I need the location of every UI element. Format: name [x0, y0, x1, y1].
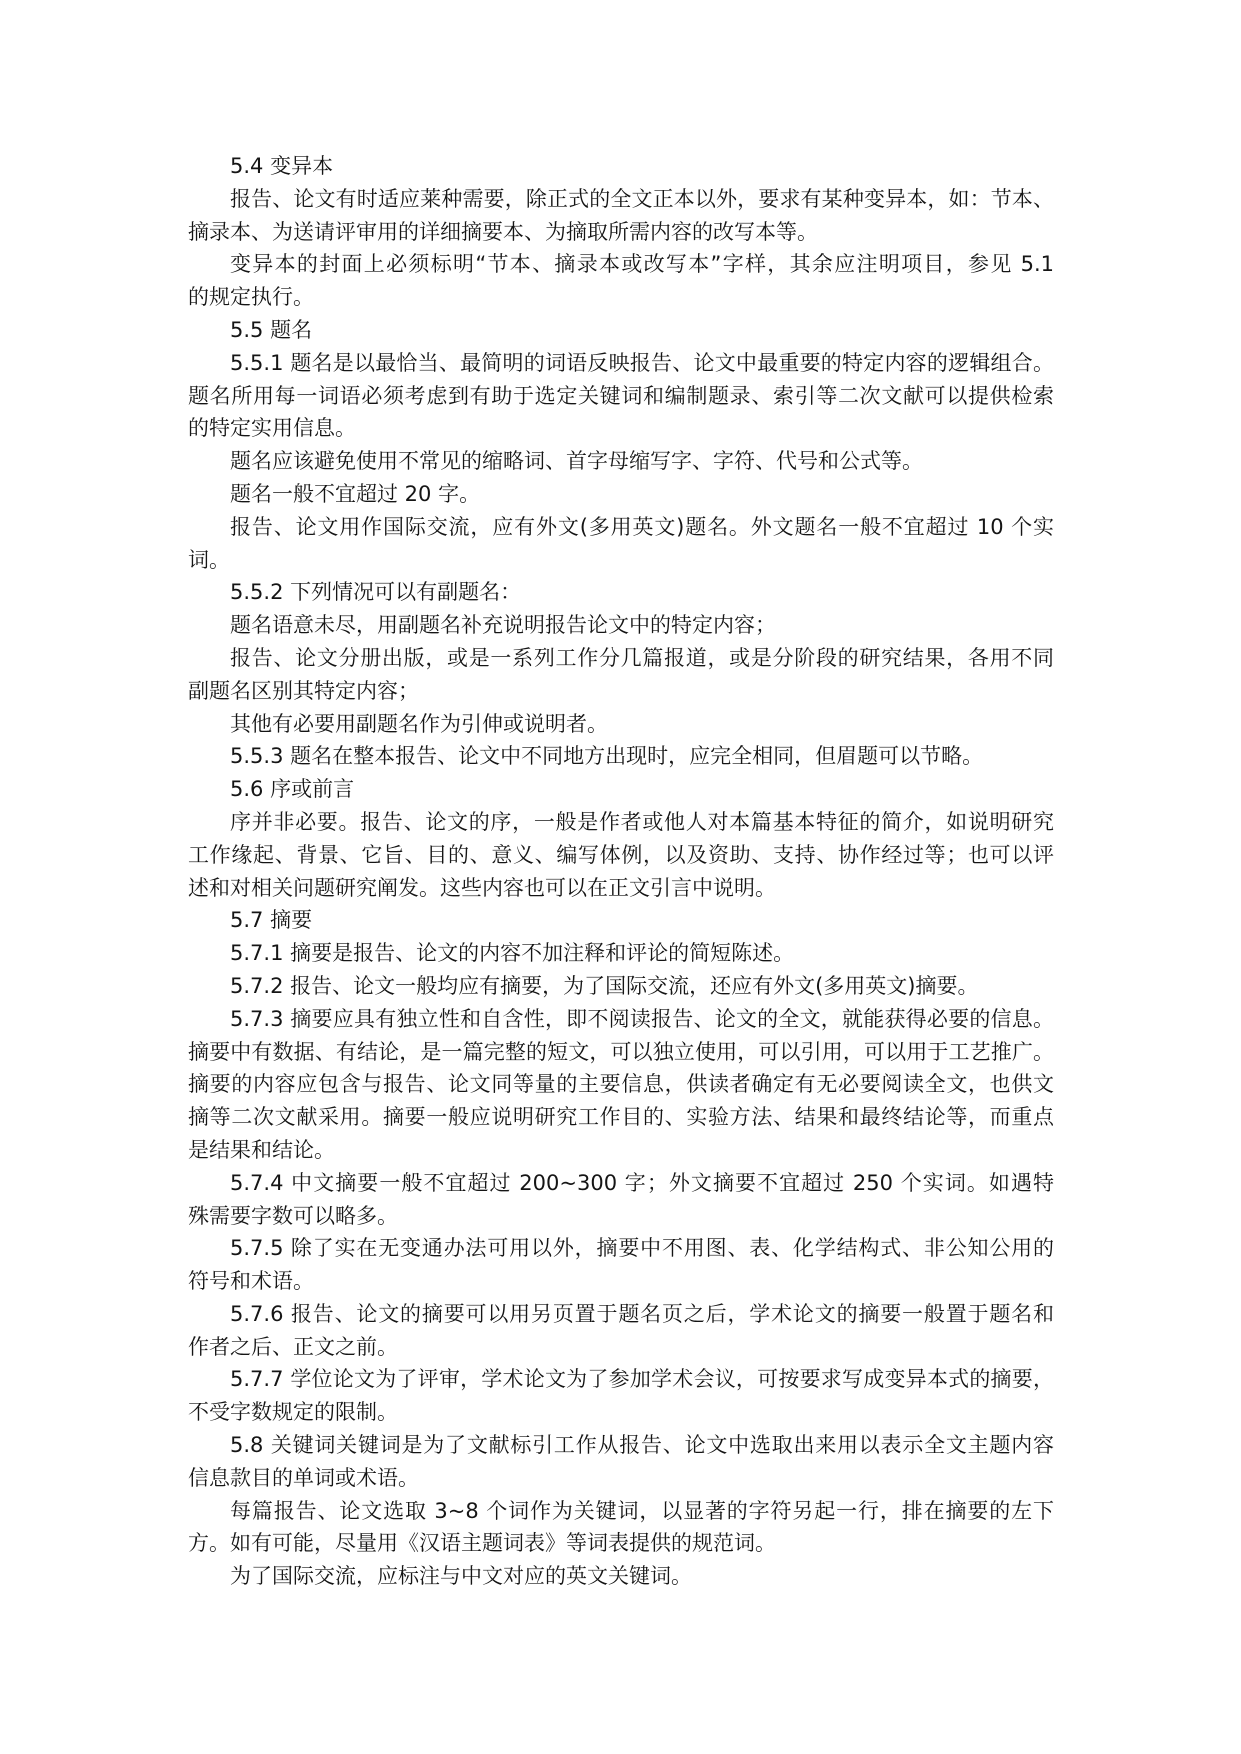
text-line: 5.7.2 报告、论文一般均应有摘要，为了国际交流，还应有外文(多用英文)摘要。	[230, 973, 979, 998]
paragraph	[188, 511, 1054, 577]
text-line: 不受字数规定的限制。	[188, 1400, 398, 1425]
paragraph	[188, 970, 1054, 1003]
text-line: 序并非必要。报告、论文的序，一般是作者或他人对本篇基本特征的简介，如说明研究	[230, 809, 1054, 834]
section-heading	[188, 150, 1054, 183]
text-line: 变异本的封面上必须标明“节本、摘录本或改写本”字样，其余应注明项目，参见 5.1	[230, 252, 1054, 277]
text-line: 信息款目的单词或术语。	[188, 1465, 419, 1490]
text-line: 5.5 题名	[230, 317, 313, 342]
paragraph	[188, 1560, 1054, 1593]
text-line: 题名应该避免使用不常见的缩略词、首字母缩写字、字符、代号和公式等。	[230, 449, 923, 474]
text-line: 5.5.1 题名是以最恰当、最简明的词语反映报告、论文中最重要的特定内容的逻辑组合。	[230, 350, 1054, 375]
paragraph	[188, 347, 1054, 445]
paragraph	[188, 1003, 1054, 1167]
paragraph	[188, 1363, 1054, 1429]
text-line: 为了国际交流，应标注与中文对应的英文关键词。	[230, 1564, 692, 1589]
document-page	[188, 150, 1054, 1593]
text-line: 题名所用每一词语必须考虑到有助于选定关键词和编制题录、索引等二次文献可以提供检索	[188, 383, 1054, 408]
text-line: 殊需要字数可以略多。	[188, 1203, 398, 1228]
section-heading	[188, 904, 1054, 937]
paragraph	[188, 937, 1054, 970]
paragraph	[188, 1167, 1054, 1233]
text-line: 其他有必要用副题名作为引伸或说明者。	[230, 711, 608, 736]
text-line: 述和对相关问题研究阐发。这些内容也可以在正文引言中说明。	[188, 875, 776, 900]
text-line: 的规定执行。	[188, 285, 314, 310]
paragraph	[188, 1232, 1054, 1298]
text-line: 的特定实用信息。	[188, 416, 356, 441]
text-line: 是结果和结论。	[188, 1137, 335, 1162]
text-line: 工作缘起、背景、它旨、目的、意义、编写体例，以及资助、支持、协作经过等；也可以评	[188, 842, 1054, 867]
paragraph	[188, 576, 1054, 609]
text-line: 5.5.2 下列情况可以有副题名：	[230, 580, 522, 605]
text-line: 报告、论文分册出版，或是一系列工作分几篇报道，或是分阶段的研究结果，各用不同	[230, 645, 1054, 670]
paragraph	[188, 248, 1054, 314]
paragraph	[188, 478, 1054, 511]
paragraph	[188, 1298, 1054, 1364]
text-line: 5.7.4 中文摘要一般不宜超过 200~300 字；外文摘要不宜超过 250 个实词。如遇特	[230, 1170, 1054, 1195]
paragraph	[188, 1429, 1054, 1495]
text-line: 方。如有可能，尽量用《汉语主题词表》等词表提供的规范词。	[188, 1531, 776, 1556]
text-line: 题名一般不宜超过 20 字。	[230, 481, 481, 506]
text-line: 5.8 关键词关键词是为了文献标引工作从报告、论文中选取出来用以表示全文主题内容	[230, 1433, 1054, 1458]
text-line: 5.7.5 除了实在无变通办法可用以外，摘要中不用图、表、化学结构式、非公知公用的	[230, 1236, 1054, 1261]
text-line: 作者之后、正文之前。	[188, 1334, 398, 1359]
paragraph	[188, 609, 1054, 642]
text-line: 词。	[188, 547, 230, 572]
text-line: 报告、论文用作国际交流，应有外文(多用英文)题名。外文题名一般不宜超过 10 个实	[230, 514, 1054, 539]
paragraph	[188, 642, 1054, 708]
section-heading	[188, 314, 1054, 347]
text-line: 符号和术语。	[188, 1269, 314, 1294]
text-line: 报告、论文有时适应莱种需要，除正式的全文正本以外，要求有某种变异本，如：节本、	[230, 186, 1054, 211]
section-heading	[188, 773, 1054, 806]
text-line: 5.7.3 摘要应具有独立性和自含性，即不阅读报告、论文的全文，就能获得必要的信息。	[230, 1006, 1054, 1031]
paragraph	[188, 183, 1054, 249]
text-line: 副题名区别其特定内容；	[188, 678, 419, 703]
paragraph	[188, 740, 1054, 773]
text-line: 5.7 摘要	[230, 908, 313, 933]
paragraph	[188, 1495, 1054, 1561]
paragraph	[188, 806, 1054, 904]
text-line: 摘要的内容应包含与报告、论文同等量的主要信息，供读者确定有无必要阅读全文，也供文	[188, 1072, 1054, 1097]
text-line: 5.5.3 题名在整本报告、论文中不同地方出现时，应完全相同，但眉题可以节略。	[230, 744, 984, 769]
text-line: 5.7.7 学位论文为了评审，学术论文为了参加学术会议，可按要求写成变异本式的摘要，	[230, 1367, 1054, 1392]
paragraph	[188, 708, 1054, 741]
text-line: 摘录本、为送请评审用的详细摘要本、为摘取所需内容的改写本等。	[188, 219, 818, 244]
text-line: 题名语意未尽，用副题名补充说明报告论文中的特定内容；	[230, 613, 776, 638]
text-line: 摘要中有数据、有结论，是一篇完整的短文，可以独立使用，可以引用，可以用于工艺推广。	[188, 1039, 1054, 1064]
text-line: 5.6 序或前言	[230, 777, 355, 802]
text-line: 5.7.6 报告、论文的摘要可以用另页置于题名页之后，学术论文的摘要一般置于题名和	[230, 1301, 1054, 1326]
text-line: 5.7.1 摘要是报告、论文的内容不加注释和评论的简短陈述。	[230, 941, 795, 966]
paragraph	[188, 445, 1054, 478]
text-line: 摘等二次文献采用。摘要一般应说明研究工作目的、实验方法、结果和最终结论等，而重点	[188, 1105, 1054, 1130]
text-line: 5.4 变异本	[230, 154, 334, 178]
text-line: 每篇报告、论文选取 3~8 个词作为关键词，以显著的字符另起一行，排在摘要的左下	[230, 1498, 1054, 1523]
